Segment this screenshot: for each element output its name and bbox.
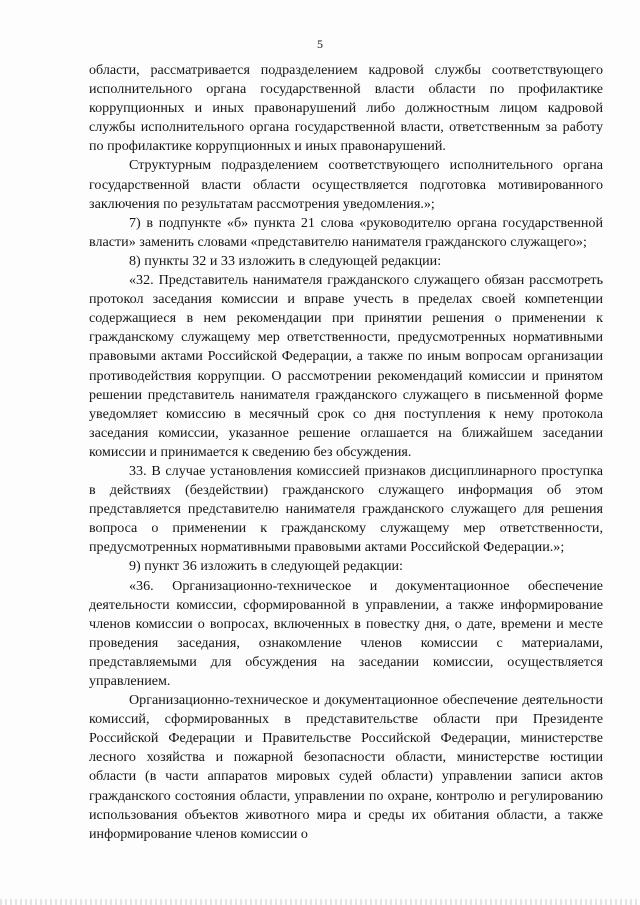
page-number: 5 — [317, 37, 323, 51]
paragraph-clause-36: «36. Организационно-техническое и документационное обеспечение деятельности комиссии, сформированной в управлении, а также информирование членов комиссии о вопросах, включенных в повестку дня, о дате, времени и месте проведения заседания, ознакомление членов комиссии с материалами, представляемыми для обсуждения на заседании комиссии, осуществляется управлением. — [89, 577, 603, 689]
paragraph-item-7: 7) в подпункте «б» пункта 21 слова «руководителю органа государственной власти» заменить словами «представителю нанимателя гражданского служащего»; — [89, 214, 603, 250]
paragraph-continuation: области, рассматривается подразделением кадровой службы соответствующего исполнительного органа государственной власти области по профилактике коррупционных и иных правонарушений либо должностным лицом кадровой службы исполнительного органа государственной власти, ответственным за работу по профилактике коррупционных и иных правонарушений. — [89, 62, 603, 155]
paragraph-clause-32: «32. Представитель нанимателя гражданского служащего обязан рассмотреть протокол заседания комиссии и вправе учесть в пределах своей компетенции содержащиеся в нем рекомендации при принятии решения о применении к гражданскому служащему мер ответственности, предусмотренных нормативными правовыми актами Российской Федерации, а также по иным вопросам организации противодействия коррупции. О рассмотрении рекомендаций комиссии и принятом решении представитель нанимателя гражданского служащего в письменной форме уведомляет комиссию в месячный срок со дня поступления к нему протокола заседания комиссии, указанное решение оглашается на ближайшем заседании комиссии и принимается к сведению без обсуждения. — [89, 272, 603, 460]
paragraph-clause-36-continued: Организационно-техническое и документационное обеспечение деятельности комиссий, сформированных в представительстве области при Президенте Российской Федерации и Правительстве Российской Федерации, министерстве лесного хозяйства и пожарной безопасности области, министерстве юстиции области (в части аппаратов мировых судей области) управлении записи актов гражданского состояния области, управлении по охране, контролю и регулированию использования объектов животного мира и среды их обитания области, а также информирование членов комиссии о — [89, 692, 603, 842]
document-body — [89, 61, 603, 844]
paragraph-item-8: 8) пункты 32 и 33 изложить в следующей редакции: — [129, 252, 442, 269]
paragraph-item-9: 9) пункт 36 изложить в следующей редакции: — [129, 558, 403, 575]
paragraph-structural-unit: Структурным подразделением соответствующего исполнительного органа государственной власти области осуществляется подготовка мотивированного заключения по результатам рассмотрения уведомления.»; — [89, 157, 603, 212]
paragraph-clause-33: 33. В случае установления комиссией признаков дисциплинарного проступка в действиях (бездействии) гражданского служащего информация об этом представляется представителю нанимателя гражданского служащего для решения вопроса о применении к гражданскому служащему мер ответственности, предусмотренных нормативными правовыми актами Российской Федерации.»; — [89, 462, 603, 556]
scan-bottom-edge — [0, 899, 640, 905]
